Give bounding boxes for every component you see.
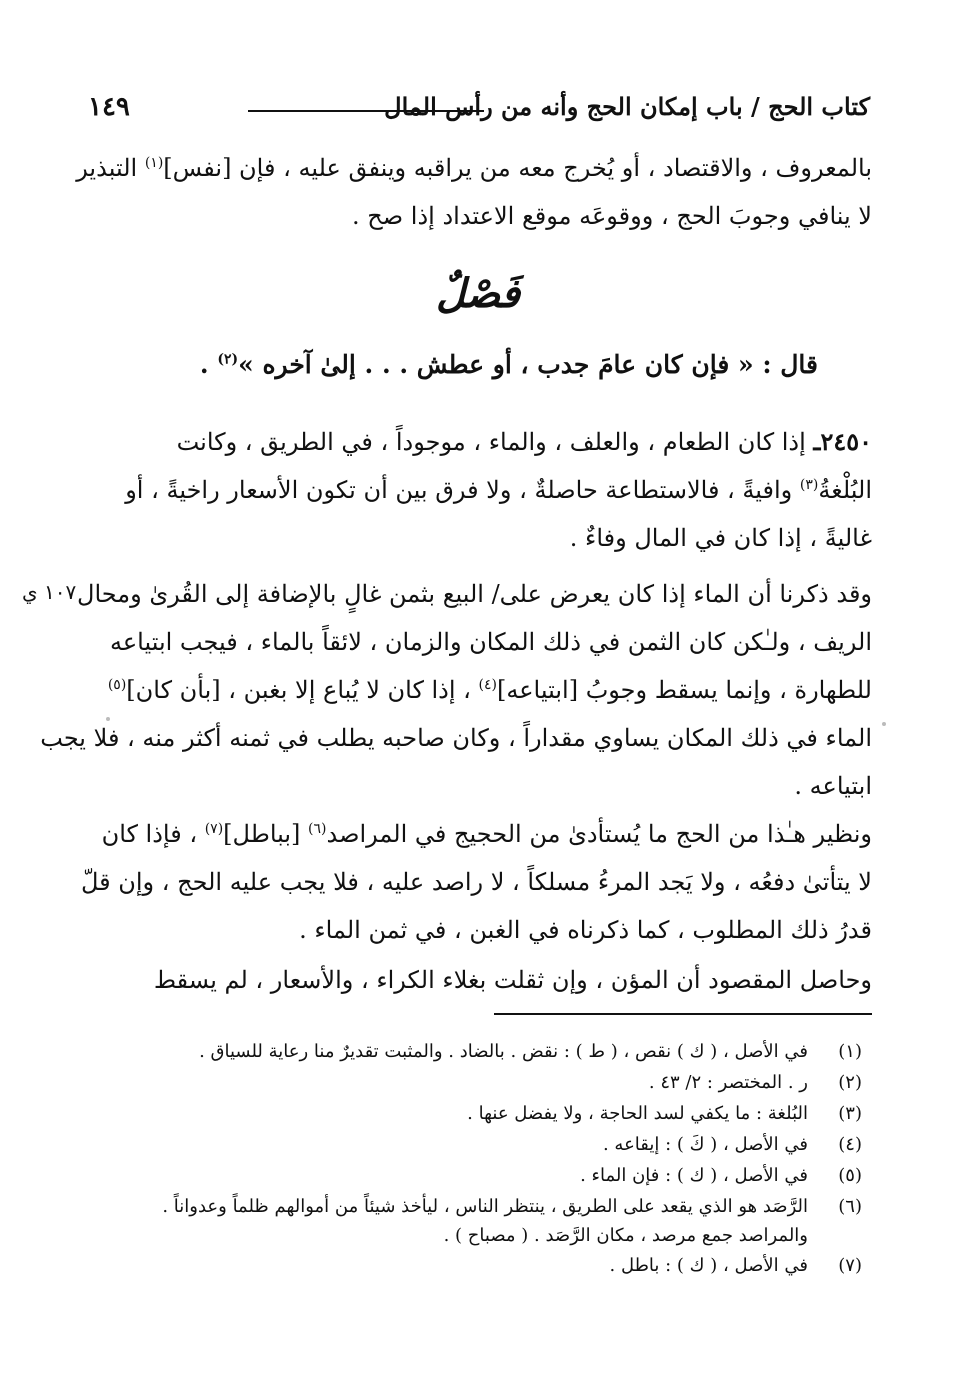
section-heading-ornament: فَصْلٌ (435, 270, 521, 317)
text-line: لا ينافي وجوبَ الحج ، ووقوعَه موقع الاعتداد إذا صح . (352, 202, 872, 230)
intro-paragraph (76, 144, 872, 240)
footnote-ref: (٥) (107, 677, 127, 693)
scan-speck (106, 717, 110, 721)
text-line: لا يتأتىٰ دفعُه ، ولا يَجد المرءُ مسلكاً ، لا راصد عليه ، فلا يجب عليه الحج ، وإن قلّ (80, 868, 872, 896)
footnote (100, 1067, 862, 1098)
scan-speck (882, 722, 886, 726)
text-line: بالمعروف ، والاقتصاد ، أو يُخرج معه من يراقبه وينفق عليه ، فإن [نفس]$^{(١)}$ التبذير (76, 154, 872, 182)
footnote-ref: (٧) (204, 821, 224, 837)
footnote-text: في الأصل ، ( ك ) نقص ، ( ط ) : نقض . بالضاد . والمثبت تقديرٌ منا رعاية للسياق . (199, 1041, 808, 1062)
footnotes (100, 1036, 862, 1281)
quoted-text-heading: قال : « فإن كان عامَ جدب ، أو عطش . . . إلىٰ آخره »$^{(٢)}$ . (199, 350, 818, 379)
text-line: وقد ذكرنا أن الماء إذا كان يعرض على/ البيع بثمن غالٍ بالإضافة إلى القُرىٰ ومحال (77, 580, 872, 608)
paragraph (84, 956, 872, 1004)
text-line: ابتياعه . (794, 772, 872, 800)
footnote (100, 1036, 862, 1067)
footnote-ref: (٣) (799, 477, 819, 493)
footnote-text: في الأصل ، ( ك ) : فإن الماء . (580, 1165, 808, 1186)
footnote (100, 1191, 862, 1222)
paragraph-number: ٢٤٥٠ـ (813, 427, 872, 456)
text-line: ٢٤٥٠ـ إذا كان الطعام ، والعلف ، والماء ، موجوداً ، في الطريق ، وكانت (176, 427, 872, 456)
footnote-separator (494, 1013, 872, 1015)
footnote-number: (٣) (838, 1103, 862, 1124)
running-title: كتاب الحج / باب إمكان الحج وأنه من رأس المال (384, 92, 870, 121)
text-line: البُلْغةُ$^{(٣)}$ وافيةً ، فالاستطاعة حاصلةٌ ، ولا فرق بين أن تكون الأسعار راخيةً ، أو (125, 476, 872, 504)
footnote-text: في الأصل ، ( ك ) : باطل . (609, 1255, 808, 1276)
text-line: غاليةً ، إذا كان في المال وفاءٌ . (569, 524, 872, 552)
text-line: الريف ، ولـٰكن كان الثمن في ذلك المكان والزمان ، لائقاً بالماء ، فيجب ابتياعه (109, 628, 872, 656)
page-number: ١٤٩ (88, 92, 130, 122)
footnote-number: (٢) (838, 1072, 862, 1093)
manuscript-folio-note: ١٠٧ ي (22, 580, 77, 604)
footnote (100, 1098, 862, 1129)
footnote-number: (٧) (838, 1255, 862, 1276)
footnote-continuation: والمراصد جمع مرصد ، مكان الرَّصَد . ( مصباح ) . (443, 1225, 808, 1246)
footnote (100, 1250, 862, 1281)
text-line: وحاصل المقصود أن المؤن ، وإن ثقلت بغلاء الكراء ، والأسعار ، لم يسقط (153, 966, 872, 994)
paragraph-2450 (84, 418, 872, 562)
footnote-number: (٥) (838, 1165, 862, 1186)
footnote-text: الرَّصَد هو الذي يقعد على الطريق ، ينتظر الناس ، ليأخذ شيئاً من أموالهم ظلماً وعدواناً . (162, 1196, 808, 1217)
footnote-ref: (٢) (217, 351, 239, 368)
text-line: الماء في ذلك المكان يساوي مقداراً ، وكان صاحبه يطلب في ثمنه أكثر منه ، فلا يجب (40, 724, 872, 752)
footnote-text: ر . المختصر : ٢/ ٤٣ . (648, 1072, 808, 1093)
running-header (88, 92, 870, 126)
text-line: للطهارة ، وإنما يسقط وجوبُ [ابتياعه]$^{(٤)}$ ، إذا كان لا يُباع إلا بغبن ، [بأن كان]$^{(٥)}$ (107, 676, 872, 704)
footnote-number: (٦) (838, 1196, 862, 1217)
footnote-ref: (٤) (478, 677, 497, 693)
footnote-text: البُلغة : ما يكفي لسد الحاجة ، ولا يفضل عنها . (467, 1103, 808, 1124)
footnote-text: في الأصل ، ( كَ ) : إيقاعه . (602, 1134, 808, 1155)
text-line: ونظير هـٰذا من الحج ما يُستأدىٰ من الحجيج في المراصد$^{(٦)}$ [بباطل]$^{(٧)}$ ، فإذا كان (101, 820, 872, 848)
footnote (100, 1160, 862, 1191)
footnote-ref: (١) (144, 155, 164, 171)
footnote-number: (٤) (838, 1134, 862, 1155)
footnote-ref: (٦) (308, 821, 327, 837)
footnote (100, 1129, 862, 1160)
paragraph (80, 810, 872, 954)
footnote-number: (١) (838, 1041, 862, 1062)
text-line: قدرُ ذلك المطلوب ، كما ذكرناه في الغبن ، في ثمن الماء . (299, 916, 872, 944)
